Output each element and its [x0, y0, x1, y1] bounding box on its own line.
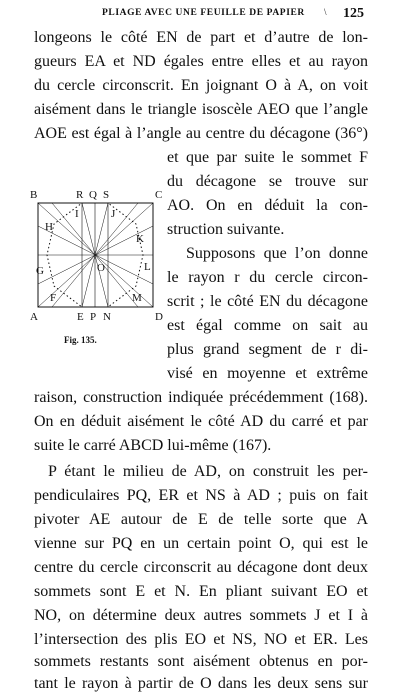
label-I: I — [75, 208, 79, 220]
label-R: R — [76, 189, 84, 201]
text-line: longeons le côté EN de part et d’autre de lon- — [34, 29, 368, 46]
text-line: l’intersection des plis EO et NS, NO et ER. Les — [34, 631, 368, 648]
text-line: et que par suite le sommet F — [167, 149, 368, 166]
text-line: plus grand segment de r di- — [167, 341, 368, 358]
page-number: 125 — [343, 6, 364, 21]
text-line: scrit ; le côté EN du décagone — [167, 293, 368, 310]
text-line: NO, on détermine deux autres sommets J et I à — [34, 607, 368, 624]
label-Q: Q — [89, 189, 97, 201]
running-title: PLIAGE AVEC UNE FEUILLE DE PAPIER — [102, 8, 305, 18]
text-line: suite le carré ABCD lui-même (167). — [34, 437, 272, 454]
text-line: struction suivante. — [167, 221, 285, 238]
text-line: sommets restants sont aisément obtenus en por- — [34, 653, 368, 670]
label-C: C — [155, 189, 163, 201]
text-line: pivoter AE autour de E de telle sorte que A — [34, 511, 368, 528]
label-G: G — [36, 265, 44, 277]
text-line: On en déduit aisément le côté AD du carré et par — [34, 413, 368, 430]
paragraph-start-line: P étant le milieu de AD, on construit les per- — [48, 463, 368, 480]
text-line: aisément dans le triangle isoscèle AEO que l’angle — [34, 101, 368, 118]
text-line: raison, construction indiquée précédemment (168). — [34, 389, 368, 406]
label-B: B — [30, 189, 38, 201]
label-S: S — [103, 189, 110, 201]
decagon-folding-diagram — [30, 186, 170, 331]
text-line: du cercle circonscrit. En joignant O à A, on voit — [34, 77, 368, 94]
figure-caption: Fig. 135. — [64, 335, 97, 345]
text-line: AO. On en déduit la con- — [167, 197, 368, 214]
text-line: sommets sont E et N. En pliant suivant EO et — [34, 583, 368, 600]
label-H: H — [45, 221, 53, 233]
label-L: L — [144, 261, 151, 273]
text-line: le rayon r du cercle circon- — [167, 269, 368, 286]
label-M: M — [132, 292, 142, 304]
label-E: E — [77, 311, 84, 323]
text-line: centre du cercle circonscrit au décagone dont deux — [34, 559, 368, 576]
label-A: A — [30, 311, 38, 323]
text-line: visé en moyenne et extrême — [167, 365, 368, 382]
label-P: P — [90, 311, 97, 323]
label-D: D — [155, 311, 163, 323]
figure-135 — [30, 186, 170, 331]
text-line: vienne sur PQ en un certain point O, qui est le — [34, 535, 368, 552]
paragraph-start-line: Supposons que l’on donne — [186, 245, 368, 262]
label-N: N — [103, 311, 111, 323]
label-O: O — [97, 262, 105, 274]
text-line: AOE est égal à l’angle au centre du décagone (36°) — [34, 125, 368, 142]
running-header — [0, 6, 400, 22]
label-K: K — [136, 233, 144, 245]
label-J: J — [111, 208, 116, 220]
text-line: du décagone se trouve sur — [167, 173, 368, 190]
label-F: F — [50, 292, 57, 304]
text-line: gueurs EA et ND égales entre elles et au rayon — [34, 53, 368, 70]
text-line: pendiculaires PQ, ER et NS à AD ; puis on fait — [34, 487, 368, 504]
text-line: est égal comme on sait au — [167, 317, 368, 334]
text-line: tant le rayon à partir de O dans les deux sens sur — [34, 675, 368, 692]
header-mark: \ — [324, 7, 327, 17]
